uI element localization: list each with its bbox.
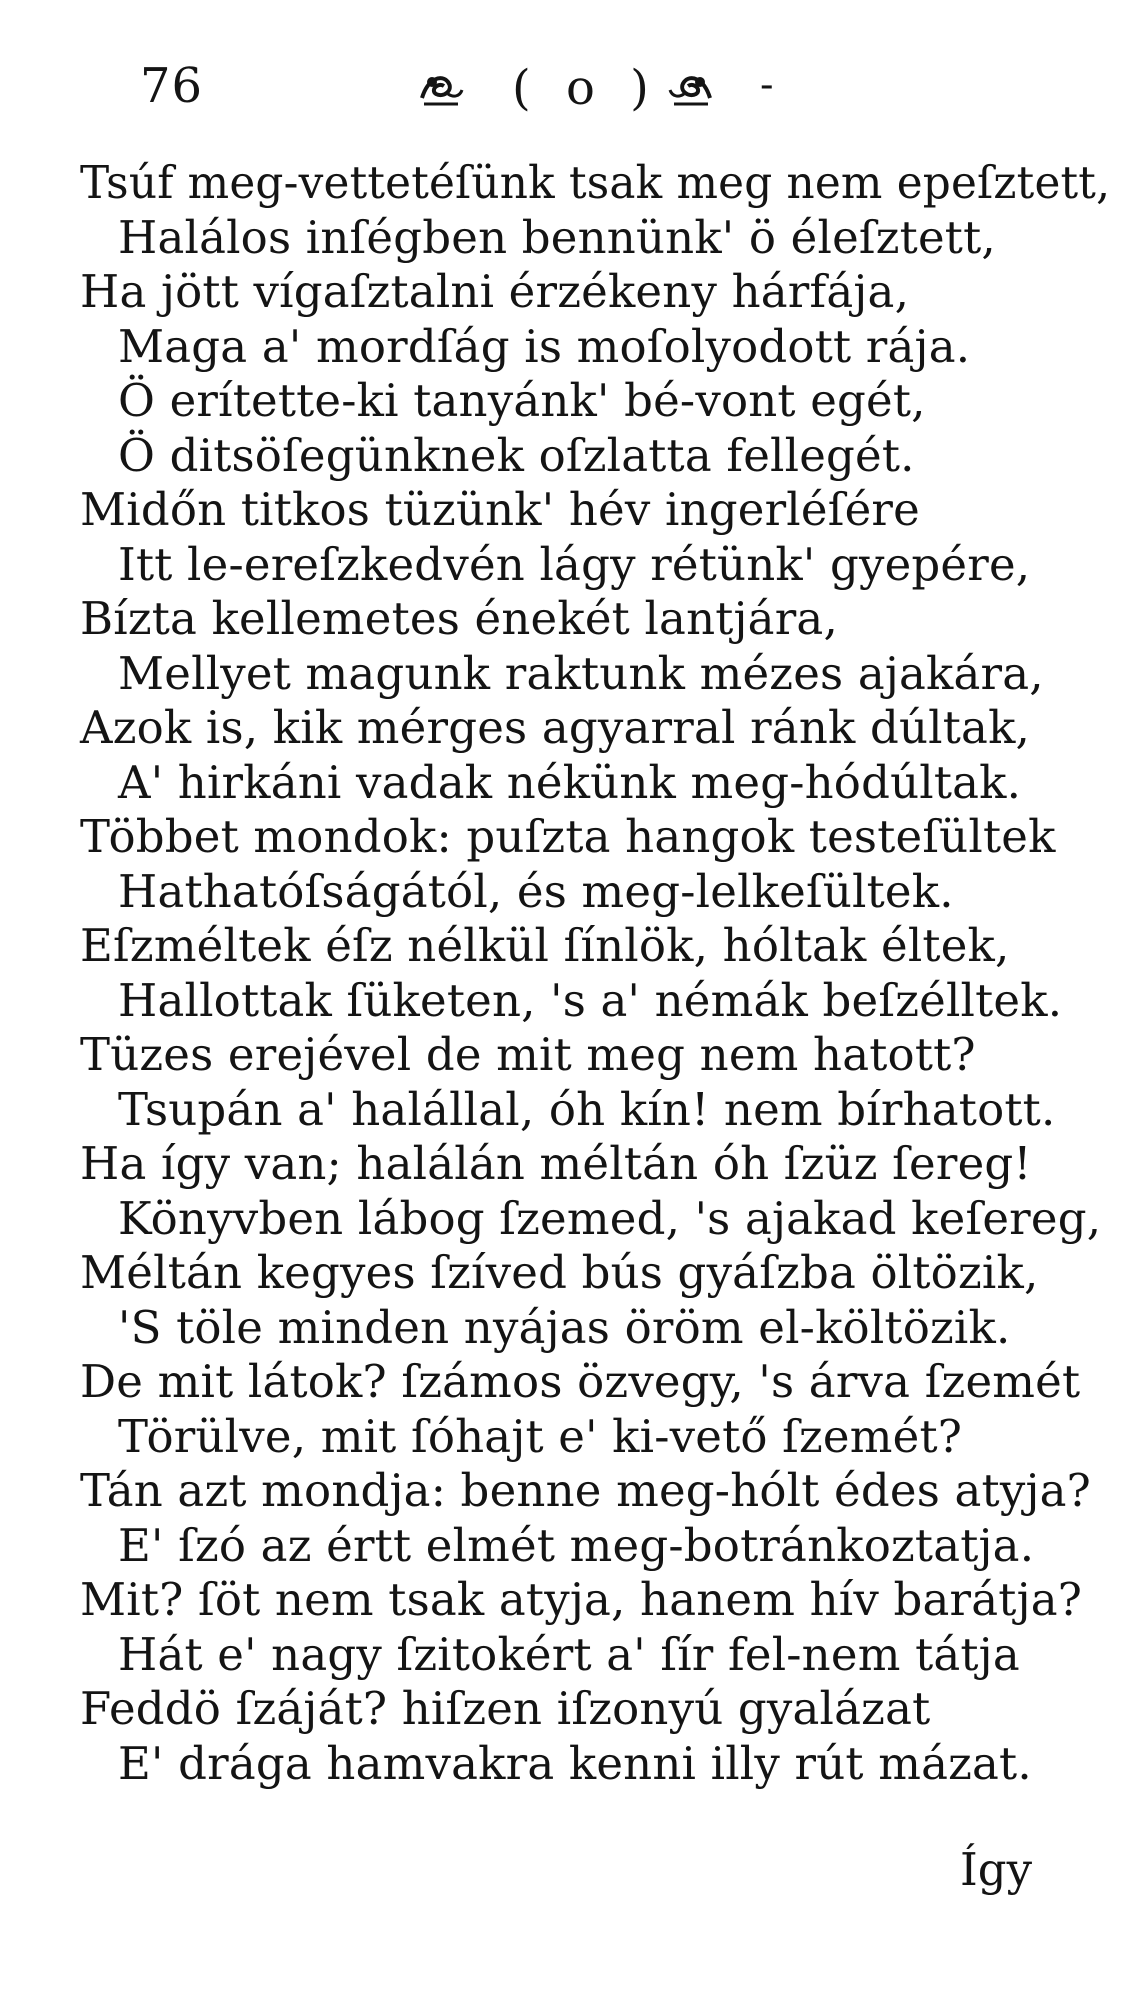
poem-line: Tsúf meg-vettetéſünk tsak meg nem epeſztett,	[80, 156, 1111, 209]
poem-line: Bízta kellemetes énekét lantjára,	[80, 592, 838, 645]
poem-line: Eſzméltek éſz nélkül ſínlök, hóltak éltek,	[80, 919, 1010, 972]
poem-line: Azok is, kik mérges agyarral ránk dúltak,	[80, 701, 1031, 754]
poem-line: Könyvben lábog ſzemed, 's ajakad keſereg,	[118, 1192, 1102, 1245]
poem-line: Törülve, mit ſóhajt e' ki-vető ſzemét?	[118, 1410, 963, 1463]
poem-line: Feddö ſzáját? hiſzen iſzonyú gyalázat	[80, 1682, 931, 1735]
flower-ornament-icon	[418, 68, 464, 108]
poem-line: Tüzes erejével de mit meg nem hatott?	[80, 1028, 976, 1081]
poem-line: De mit látok? ſzámos özvegy, 's árva ſzemét	[80, 1355, 1081, 1408]
poem-line: Tsupán a' halállal, óh kín! nem bírhatott.	[118, 1083, 1056, 1136]
poem-line: Itt le-ereſzkedvén lágy rétünk' gyepére,	[118, 538, 1031, 591]
poem-line: Midőn titkos tüzünk' hév ingerléſére	[80, 483, 920, 536]
poem-line: 'S töle minden nyájas öröm el-költözik.	[118, 1301, 1011, 1354]
poem-line: Méltán kegyes ſzíved bús gyáſzba öltözik,	[80, 1246, 1039, 1299]
poem-line: Többet mondok: puſzta hangok testeſültek	[80, 810, 1056, 863]
poem-line: Ha így van; halálán méltán óh ſzüz ſereg!	[80, 1137, 1032, 1190]
poem-line: Maga a' mordſág is moſolyodott rája.	[118, 320, 971, 373]
page-header	[140, 58, 840, 128]
poem-line: Ö erítette-ki tanyánk' bé-vont egét,	[118, 374, 926, 427]
poem-line: Mit? ſöt nem tsak atyja, hanem hív barátja?	[80, 1573, 1083, 1626]
poem-line: E' ſzó az értt elmét meg-botránkoztatja.	[118, 1519, 1035, 1572]
poem-line: Ha jött vígaſztalni érzékeny hárfája,	[80, 265, 910, 318]
poem-line: Ö ditsöſegünknek oſzlatta fellegét.	[118, 429, 915, 482]
poem-line: Mellyet magunk raktunk mézes ajakára,	[118, 647, 1044, 700]
poem-line: E' drága hamvakra kenni illy rút mázat.	[118, 1737, 1032, 1790]
poem-line: Tán azt mondja: benne meg-hólt édes atyja?	[80, 1464, 1091, 1517]
running-head: ( o )	[512, 60, 659, 116]
poem-line: Hát e' nagy ſzitokért a' ſír fel-nem tátja	[118, 1628, 1020, 1681]
catchword: Így	[960, 1843, 1033, 1896]
page-number: 76	[140, 58, 204, 114]
poem-line: Halálos inſégben bennünk' ö éleſztett,	[118, 211, 996, 264]
poem-line: A' hirkáni vadak nékünk meg-hódúltak.	[118, 756, 1022, 809]
poem-line: Hathatóſságától, és meg-lelkeſültek.	[118, 865, 954, 918]
flower-ornament-icon	[668, 68, 714, 108]
poem-line: Hallottak ſüketen, 's a' némák beſzélltek.	[118, 974, 1063, 1027]
header-dash: -	[760, 62, 774, 108]
